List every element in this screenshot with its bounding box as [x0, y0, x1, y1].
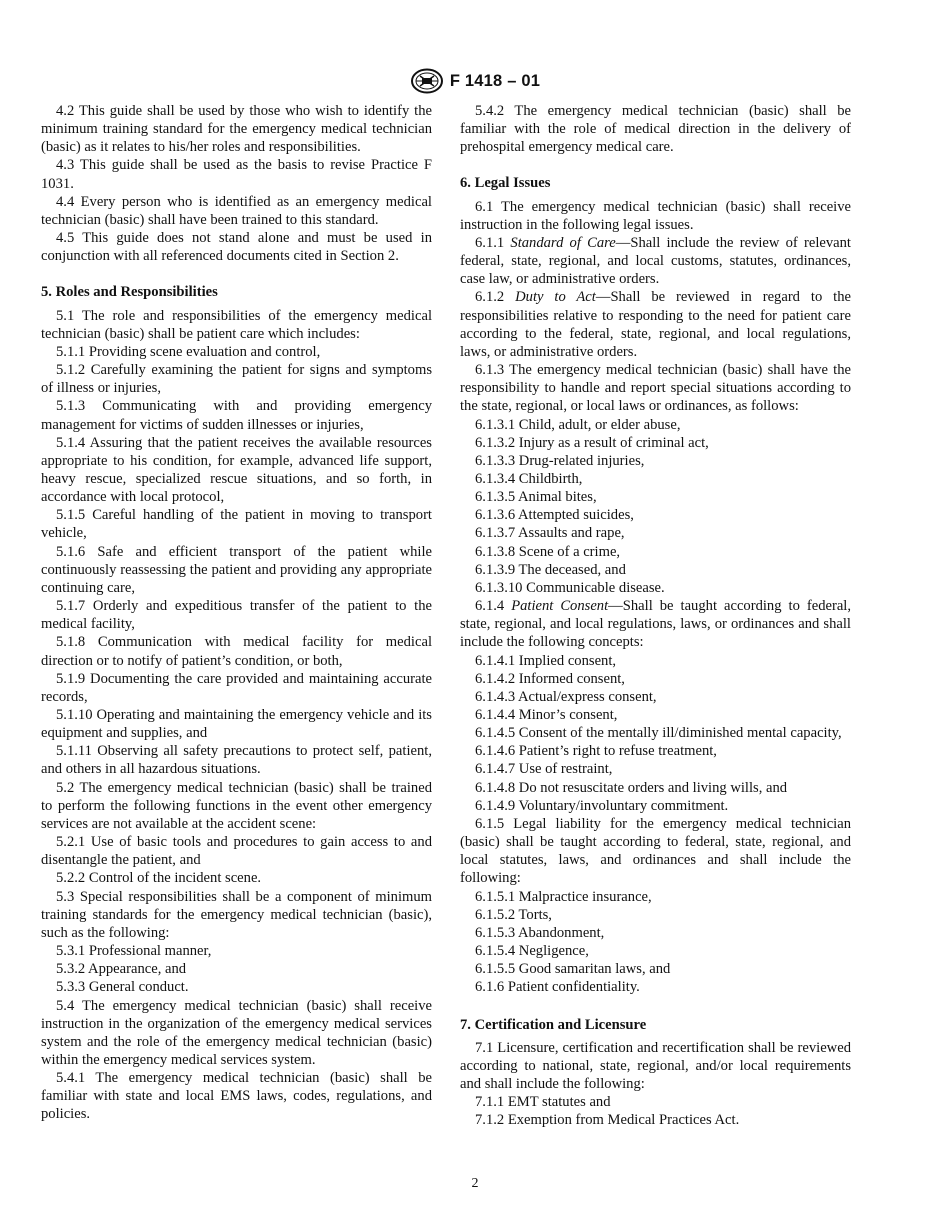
list-item: 6.1.4.8 Do not resuscitate orders and living wills, and — [475, 779, 788, 796]
para-6-1-2 — [460, 288, 851, 361]
para-5-1: 5.1 The role and responsibilities of the emergency medical technician (basic) shall be patient care which includes: — [41, 307, 432, 342]
right-column — [460, 102, 851, 1129]
para-5-1-11: 5.1.11 Observing all safety precautions to protect self, patient, and others in all hazardous situations. — [41, 743, 432, 778]
para-5-2: 5.2 The emergency medical technician (basic) shall be trained to perform the following functions in the event other emergency services are not available at the accident scene: — [41, 779, 432, 832]
list-item: 6.1.3.5 Animal bites, — [475, 489, 597, 506]
para-5-4: 5.4 The emergency medical technician (basic) shall receive instruction in the organization of the emergency medical services system and the role of the emergency medical technician (basic) within the emergency medical services system. — [41, 997, 432, 1068]
para-6-1-4-5: 6.1.4.5 Consent of the mentally ill/diminished mental capacity, — [475, 725, 842, 742]
left-column — [41, 102, 432, 1124]
duty-to-act-term: Duty to Act — [515, 289, 596, 306]
list-item: 6.1.4.6 Patient’s right to refuse treatment, — [475, 743, 717, 760]
list-item: 6.1.4.1 Implied consent, — [475, 652, 617, 669]
para-4-3: 4.3 This guide shall be used as the basis to revise Practice F 1031. — [41, 157, 432, 192]
para-5-1-9: 5.1.9 Documenting the care provided and maintaining accurate records, — [41, 670, 432, 705]
para-5-1-7: 5.1.7 Orderly and expeditious transfer of the patient to the medical facility, — [41, 598, 432, 633]
para-5-1-8: 5.1.8 Communication with medical facility for medical direction or to notify of patient’s condition, or both, — [41, 634, 432, 669]
astm-logo-icon — [410, 68, 444, 94]
list-item: 6.1.3.8 Scene of a crime, — [475, 543, 621, 560]
para-6-1-6: 6.1.6 Patient confidentiality. — [475, 979, 640, 996]
list-item: 6.1.5.5 Good samaritan laws, and — [475, 961, 671, 978]
para-5-1-10: 5.1.10 Operating and maintaining the emergency vehicle and its equipment and supplies, and — [41, 707, 432, 742]
para-7-1: 7.1 Licensure, certification and recertification shall be reviewed according to national, state, regional, and/or local requirements and shall include the following: — [460, 1039, 851, 1092]
para-6-1-1 — [460, 234, 851, 288]
list-item: 6.1.4.3 Actual/express consent, — [475, 688, 657, 705]
para-5-2-2: 5.2.2 Control of the incident scene. — [56, 870, 262, 887]
para-4-2: 4.2 This guide shall be used by those who wish to identify the minimum training standard for the emergency medical technician (basic) as it relates to his/her roles and responsibilities. — [41, 103, 432, 156]
patient-consent-term: Patient Consent — [511, 598, 609, 615]
para-6-1-3: 6.1.3 The emergency medical technician (basic) shall have the responsibility to handle and report special situations according to the state, regional, or local laws or ordinances, as follows: — [460, 362, 851, 415]
para-6-1-2-number: 6.1.2 — [475, 289, 505, 306]
para-5-1-1: 5.1.1 Providing scene evaluation and control, — [56, 343, 321, 360]
para-5-1-3: 5.1.3 Communicating with and providing emergency management for victims of sudden illnesses or injuries, — [41, 398, 432, 433]
para-6-1-1-text: —Shall include the review of relevant federal, state, regional, and local customs, statutes, ordinances, case law, or administrative orders. — [460, 234, 851, 288]
para-6-1: 6.1 The emergency medical technician (basic) shall receive instruction in the following legal issues. — [460, 198, 851, 233]
list-item: 6.1.5.2 Torts, — [475, 906, 552, 923]
para-6-1-4 — [460, 597, 851, 651]
list-item: 6.1.3.1 Child, adult, or elder abuse, — [475, 416, 681, 433]
standard-of-care-term: Standard of Care — [510, 234, 616, 251]
para-6-1-1-number: 6.1.1 — [475, 234, 505, 251]
section-5-heading: 5. Roles and Responsibilities — [41, 284, 218, 301]
list-item: 6.1.5.4 Negligence, — [475, 943, 589, 960]
list-item: 6.1.3.10 Communicable disease. — [475, 579, 665, 596]
para-6-1-4-number: 6.1.4 — [475, 598, 505, 615]
para-5-1-2: 5.1.2 Carefully examining the patient for signs and symptoms of illness or injuries, — [41, 362, 432, 397]
list-item: 6.1.3.2 Injury as a result of criminal act, — [475, 434, 709, 451]
para-6-1-2-text: —Shall be reviewed in regard to the responsibilities relative to responding to the need for patient care according to the federal, state, regional, and local regulations, laws, or administrative orders. — [460, 289, 851, 360]
para-5-1-4: 5.1.4 Assuring that the patient receives the available resources appropriate to his condition, for example, advanced life support, heavy rescue, specialized rescue situations, and so forth, in accordance with local protocol, — [41, 434, 432, 506]
list-item: 6.1.3.3 Drug-related injuries, — [475, 452, 645, 469]
list-item: 6.1.4.4 Minor’s consent, — [475, 707, 618, 723]
list-item: 6.1.3.9 The deceased, and — [475, 561, 626, 578]
para-4-5: 4.5 This guide does not stand alone and must be used in conjunction with all referenced documents cited in Section 2. — [41, 230, 432, 265]
para-5-4-2: 5.4.2 The emergency medical technician (basic) shall be familiar with the role of medical direction in the delivery of prehospital emergency medical care. — [460, 103, 851, 156]
para-5-1-6: 5.1.6 Safe and efficient transport of the patient while continuously reassessing the patient and providing any appropriate continuing care, — [41, 543, 432, 596]
para-4-4: 4.4 Every person who is identified as an emergency medical technician (basic) shall have been trained to this standard. — [41, 193, 432, 228]
list-item: 6.1.4.2 Informed consent, — [475, 670, 625, 687]
para-5-1-5: 5.1.5 Careful handling of the patient in moving to transport vehicle, — [41, 507, 432, 542]
para-6-1-4-text: —Shall be taught according to federal, state, regional, and local regulations, laws, or ordinances and shall include the following concepts: — [460, 598, 852, 651]
list-item: 6.1.4.7 Use of restraint, — [475, 761, 613, 778]
para-7-1-2: 7.1.2 Exemption from Medical Practices Act. — [475, 1112, 740, 1129]
para-7-1-1: 7.1.1 EMT statutes and — [475, 1094, 611, 1111]
page-header — [0, 66, 950, 96]
list-item: 6.1.5.1 Malpractice insurance, — [475, 888, 652, 905]
list-item: 6.1.3.7 Assaults and rape, — [475, 525, 625, 542]
para-5-3-3: 5.3.3 General conduct. — [56, 979, 189, 996]
list-item: 6.1.5.3 Abandonment, — [475, 924, 605, 941]
para-5-4-1: 5.4.1 The emergency medical technician (basic) shall be familiar with state and local EMS laws, codes, regulations, and policies. — [41, 1070, 432, 1123]
para-6-1-5: 6.1.5 Legal liability for the emergency medical technician (basic) shall be taught according to federal, state, regional, and local statutes, laws, and ordinances and shall include the following: — [460, 815, 851, 887]
section-6-heading: 6. Legal Issues — [460, 175, 551, 192]
section-7-heading: 7. Certification and Licensure — [460, 1016, 647, 1033]
para-5-3: 5.3 Special responsibilities shall be a component of minimum training standards for the emergency medical technician (basic), such as the following: — [41, 888, 432, 941]
list-item: 6.1.3.4 Childbirth, — [475, 470, 583, 487]
para-5-3-2: 5.3.2 Appearance, and — [56, 961, 187, 978]
list-item: 6.1.4.9 Voluntary/involuntary commitment. — [475, 797, 729, 814]
para-5-2-1: 5.2.1 Use of basic tools and procedures to gain access to and disentangle the patient, and — [41, 834, 432, 869]
list-item: 6.1.3.6 Attempted suicides, — [475, 507, 634, 524]
document-id: F 1418 – 01 — [449, 71, 541, 90]
page-number: 2 — [471, 1176, 479, 1191]
para-5-3-1: 5.3.1 Professional manner, — [56, 943, 212, 960]
